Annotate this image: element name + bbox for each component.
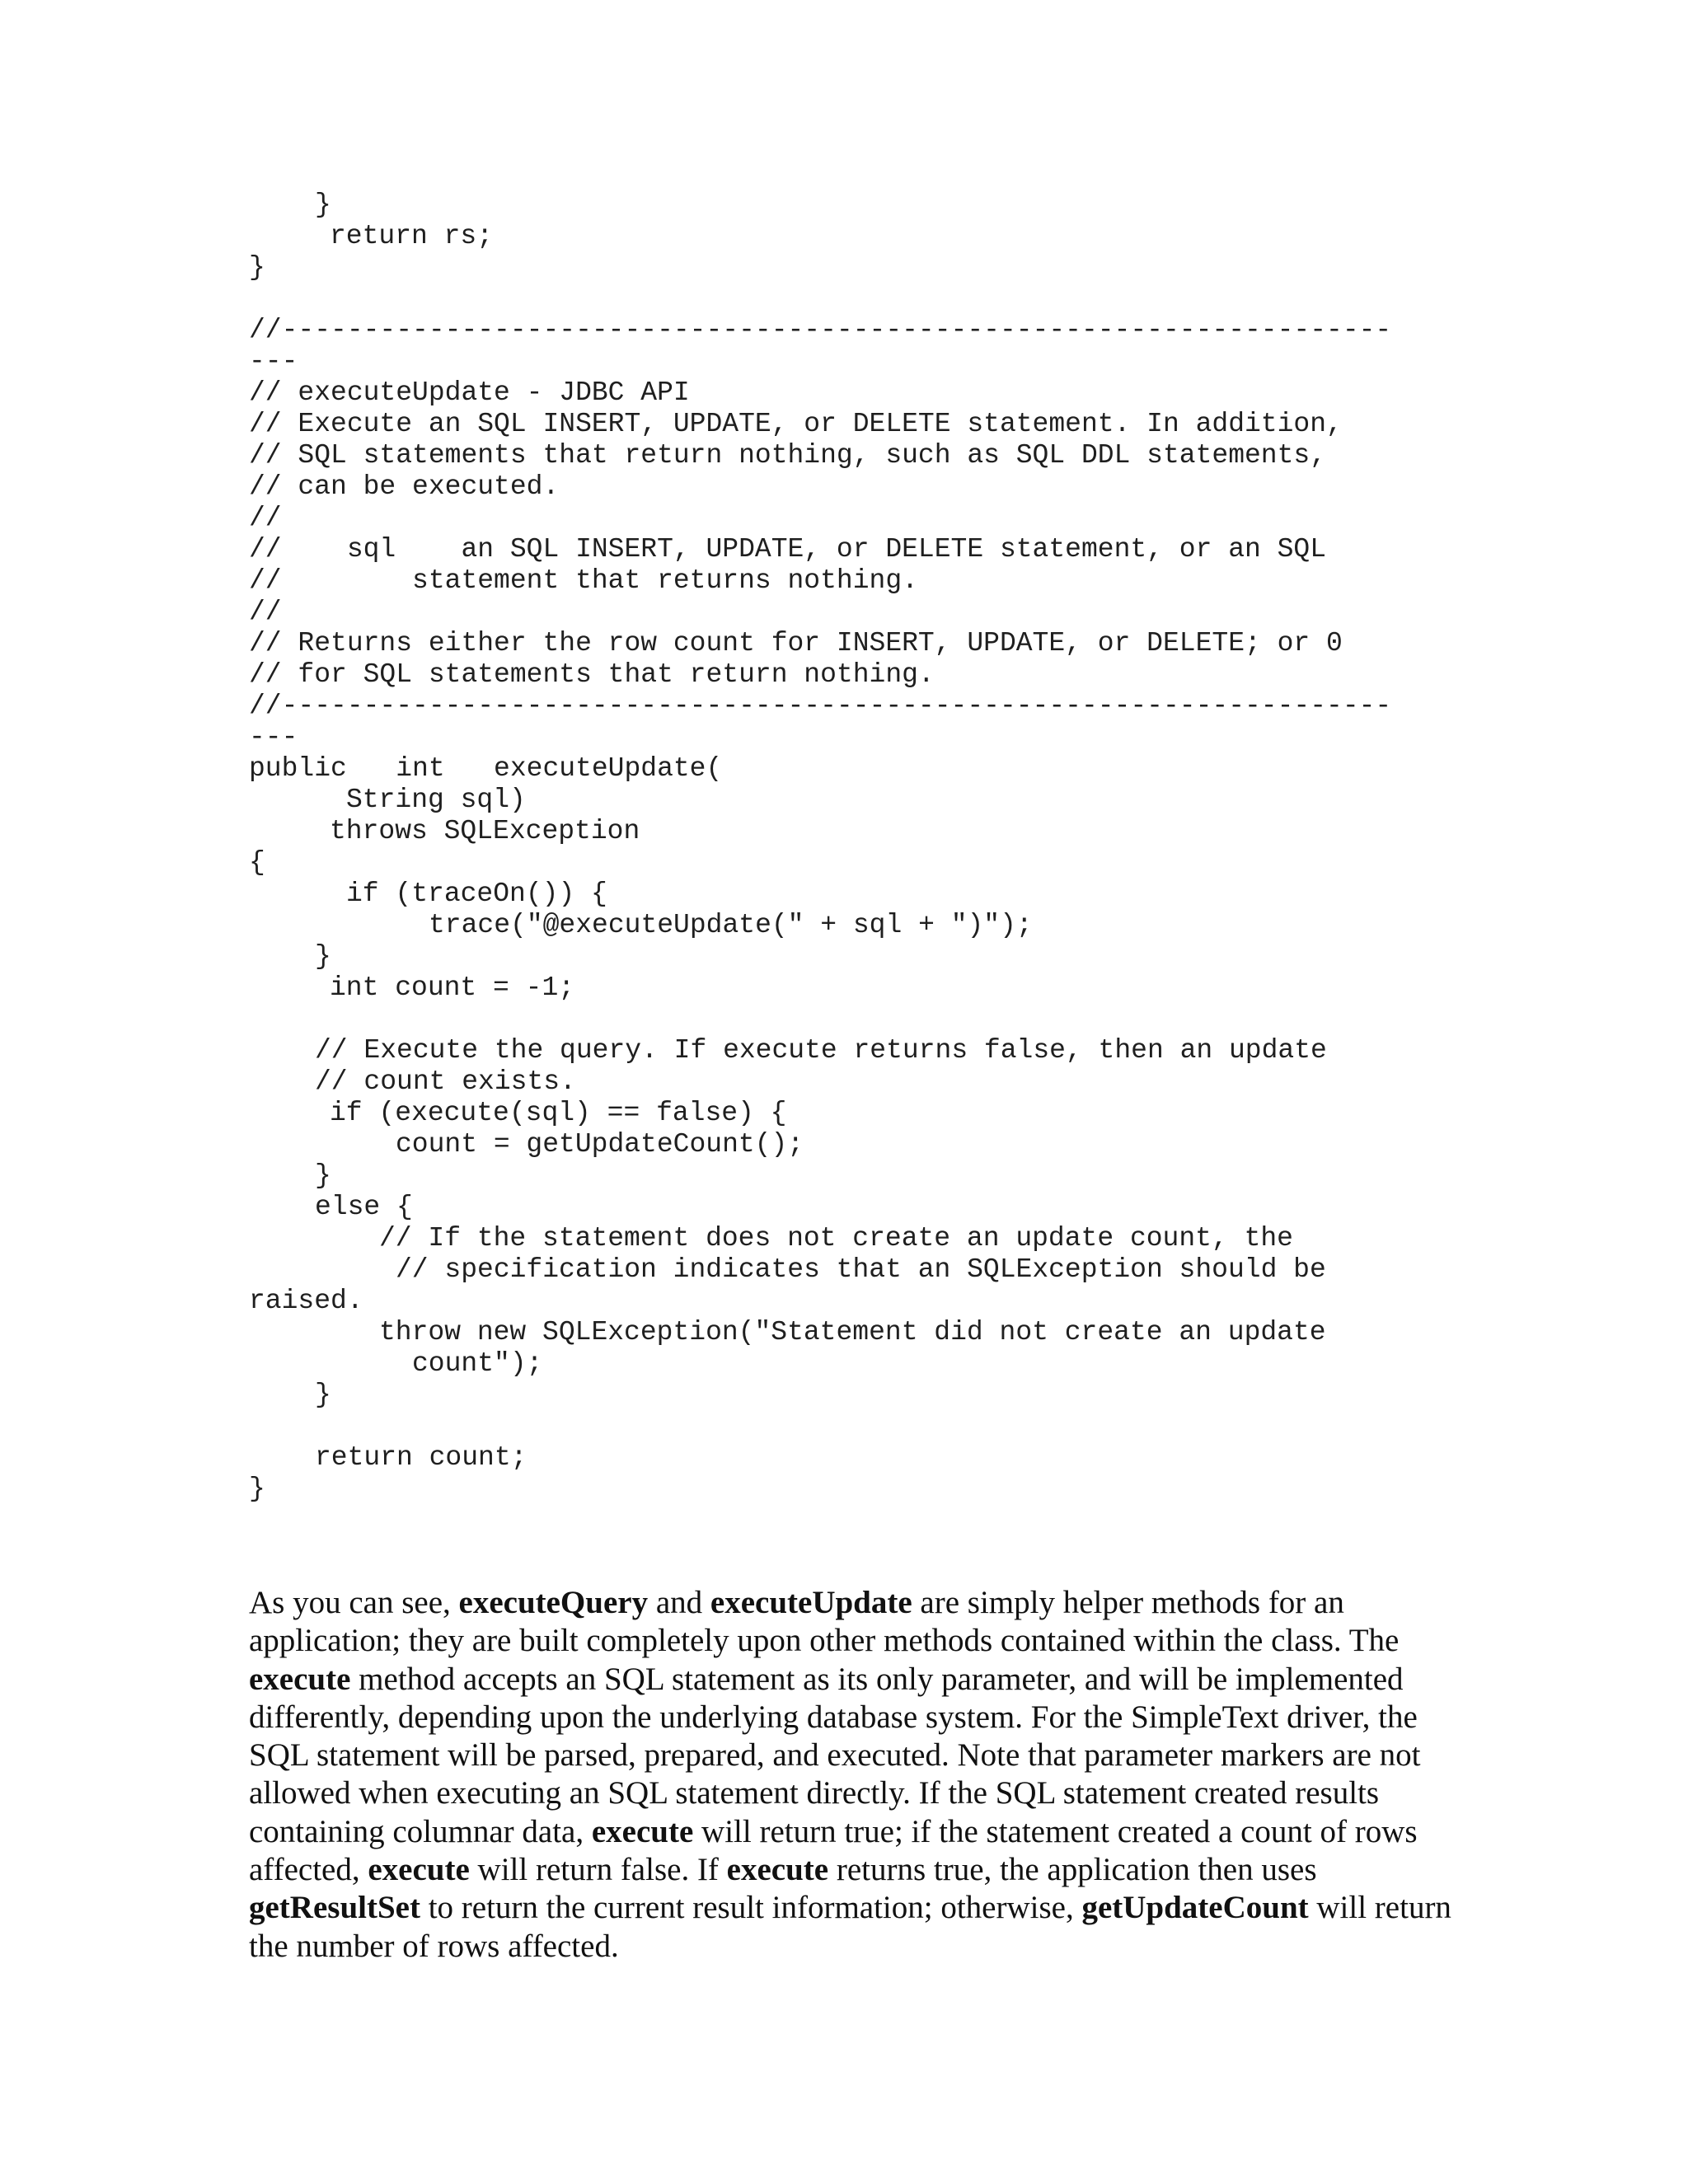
code-line: // for SQL statements that return nothing. — [249, 659, 935, 690]
code-line: // count exists. — [315, 1066, 576, 1097]
code-line: // executeUpdate - JDBC API — [249, 377, 690, 408]
method-name-getupdatecount: getUpdateCount — [1081, 1890, 1309, 1926]
method-name-executeupdate: executeUpdate — [710, 1585, 912, 1620]
text-run: will return false. If — [469, 1852, 727, 1888]
code-line: if (execute(sql) == false) { — [330, 1098, 787, 1128]
code-line: } — [249, 252, 265, 283]
code-line: --- — [249, 346, 298, 377]
body-paragraph — [249, 1584, 1452, 1966]
text-run: to return the current result information; otherwise, — [420, 1890, 1082, 1926]
code-line: } — [249, 1474, 265, 1504]
code-line: // Execute an SQL INSERT, UPDATE, or DELETE statement. In addition, — [249, 409, 1343, 439]
text-run: are simply helper methods for an application; they are built completely upon other methods contained within the class. The — [249, 1585, 1400, 1659]
code-line: throw new SQLException("Statement did not create an update — [379, 1317, 1326, 1347]
text-run: method accepts an SQL statement as its only parameter, and will be implemented differently, depending upon the underlying database system. For the SimpleText driver, the SQL statement will be parsed, prepared, and executed. Note that parameter markers are not allowed when executing an SQL statement directly. If the SQL statement created results containing columnar data, — [249, 1661, 1421, 1849]
code-line: } — [315, 1380, 331, 1410]
code-line: } — [315, 190, 331, 220]
code-line: //-------------------------------------------------------------------- — [249, 691, 1392, 721]
code-line — [0, 1411, 1688, 1442]
code-listing — [0, 190, 1688, 1505]
code-line: { — [249, 847, 265, 878]
code-line: } — [315, 1160, 331, 1191]
code-line: //-------------------------------------------------------------------- — [249, 315, 1392, 345]
code-line: int count = -1; — [330, 972, 575, 1003]
method-name-getresultset: getResultSet — [249, 1890, 420, 1926]
code-line: // statement that returns nothing. — [249, 565, 918, 596]
text-run: will return true; if the statement created a count of rows affected, — [249, 1813, 1418, 1888]
code-line: // If the statement does not create an update count, the — [379, 1223, 1293, 1254]
code-line: // SQL statements that return nothing, such as SQL DDL statements, — [249, 440, 1327, 471]
text-run: returns true, the application then uses — [828, 1852, 1317, 1888]
code-line: // Returns either the row count for INSERT, UPDATE, or DELETE; or 0 — [249, 628, 1343, 658]
method-name-executequery: executeQuery — [458, 1585, 649, 1620]
text-run: As you can see, — [249, 1585, 459, 1620]
code-line: // sql an SQL INSERT, UPDATE, or DELETE statement, or an SQL — [249, 534, 1327, 565]
code-line: trace("@executeUpdate(" + sql + ")"); — [429, 910, 1033, 940]
code-line: // — [249, 503, 282, 533]
code-line: } — [315, 941, 331, 972]
code-line — [0, 284, 1688, 315]
code-line: // — [249, 597, 282, 627]
code-line: raised. — [249, 1286, 363, 1316]
code-line: // specification indicates that an SQLException should be — [396, 1254, 1326, 1285]
method-name-execute: execute — [249, 1661, 351, 1697]
code-line: return count; — [315, 1442, 528, 1473]
method-name-execute: execute — [591, 1813, 694, 1849]
code-line: throws SQLException — [330, 816, 640, 846]
code-line: if (traceOn()) { — [346, 879, 607, 909]
code-line: return rs; — [330, 221, 494, 251]
code-line: count"); — [412, 1348, 543, 1379]
code-line: --- — [249, 722, 298, 752]
code-line: else { — [315, 1192, 413, 1222]
code-line: count = getUpdateCount(); — [396, 1129, 804, 1160]
text-run: will return the number of rows affected. — [249, 1890, 1451, 1964]
method-name-execute: execute — [726, 1852, 829, 1888]
code-line: // can be executed. — [249, 471, 560, 502]
code-line — [0, 1004, 1688, 1035]
code-line: String sql) — [346, 785, 526, 815]
code-line: public int executeUpdate( — [249, 753, 723, 784]
code-line: // Execute the query. If execute returns false, then an update — [315, 1035, 1327, 1066]
method-name-execute: execute — [368, 1852, 470, 1888]
text-run: and — [648, 1585, 710, 1620]
